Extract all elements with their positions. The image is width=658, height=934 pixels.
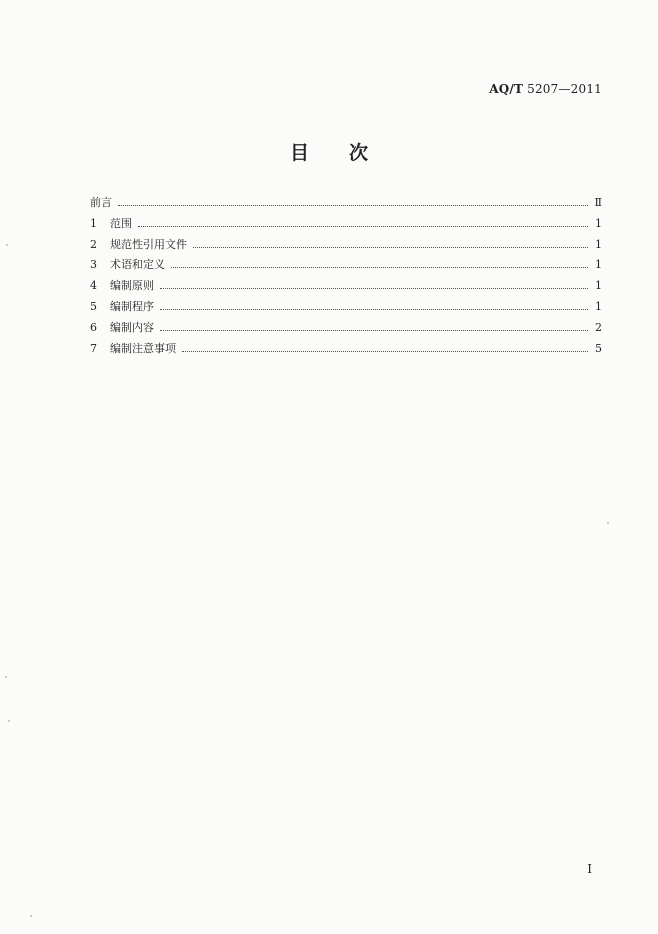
toc-list xyxy=(90,193,602,359)
toc-leader-dots xyxy=(160,309,588,310)
toc-entry-principles[interactable] xyxy=(90,276,602,297)
toc-leader-dots xyxy=(118,205,588,206)
toc-entry-terms-definitions[interactable] xyxy=(90,255,602,276)
toc-entry-label: 编制内容 xyxy=(110,320,154,334)
toc-entry-page: 1 xyxy=(595,279,602,293)
toc-entry-number: 5 xyxy=(90,299,97,313)
toc-entry-foreword[interactable] xyxy=(90,193,602,214)
toc-leader-dots xyxy=(138,226,588,227)
standard-number: 5207—2011 xyxy=(527,82,602,96)
toc-entry-number: 3 xyxy=(90,258,97,272)
toc-entry-label: 术语和定义 xyxy=(110,258,165,272)
toc-entry-label: 编制注意事项 xyxy=(110,341,176,355)
toc-leader-dots xyxy=(182,351,588,352)
toc-entry-number: 1 xyxy=(90,216,97,230)
scan-speck xyxy=(607,522,609,524)
toc-leader-dots xyxy=(193,247,588,248)
toc-entry-label: 规范性引用文件 xyxy=(110,237,187,251)
scan-speck xyxy=(8,720,10,722)
scan-speck xyxy=(30,915,32,917)
toc-entry-number: 2 xyxy=(90,237,97,251)
scan-speck xyxy=(5,676,7,678)
toc-entry-page: 2 xyxy=(595,320,602,334)
toc-entry-normative-references[interactable] xyxy=(90,235,602,256)
toc-entry-number: 7 xyxy=(90,341,97,355)
toc-entry-page: Ⅱ xyxy=(594,196,602,209)
toc-entry-page: 1 xyxy=(595,258,602,272)
toc-entry-page: 1 xyxy=(595,299,602,313)
toc-entry-label: 编制原则 xyxy=(110,279,154,293)
toc-entry-scope[interactable] xyxy=(90,214,602,235)
toc-leader-dots xyxy=(160,330,588,331)
standard-code xyxy=(489,82,602,96)
toc-entry-content[interactable] xyxy=(90,318,602,339)
standard-prefix: AQ/T xyxy=(489,82,524,96)
toc-entry-label: 前言 xyxy=(90,196,112,209)
toc-leader-dots xyxy=(160,288,588,289)
toc-title-char-2: 次 xyxy=(349,142,369,164)
toc-leader-dots xyxy=(171,267,588,268)
page-number: I xyxy=(587,862,592,876)
toc-entry-page: 5 xyxy=(595,341,602,355)
toc-entry-number: 6 xyxy=(90,320,97,334)
toc-entry-number: 4 xyxy=(90,279,97,293)
toc-entry-procedure[interactable] xyxy=(90,297,602,318)
toc-title xyxy=(0,138,658,162)
toc-entry-label: 范围 xyxy=(110,216,132,230)
toc-entry-page: 1 xyxy=(595,216,602,230)
toc-entry-notes[interactable] xyxy=(90,339,602,360)
scan-speck xyxy=(6,244,8,246)
toc-entry-label: 编制程序 xyxy=(110,299,154,313)
toc-title-char-1: 目 xyxy=(289,142,309,164)
toc-entry-page: 1 xyxy=(595,237,602,251)
